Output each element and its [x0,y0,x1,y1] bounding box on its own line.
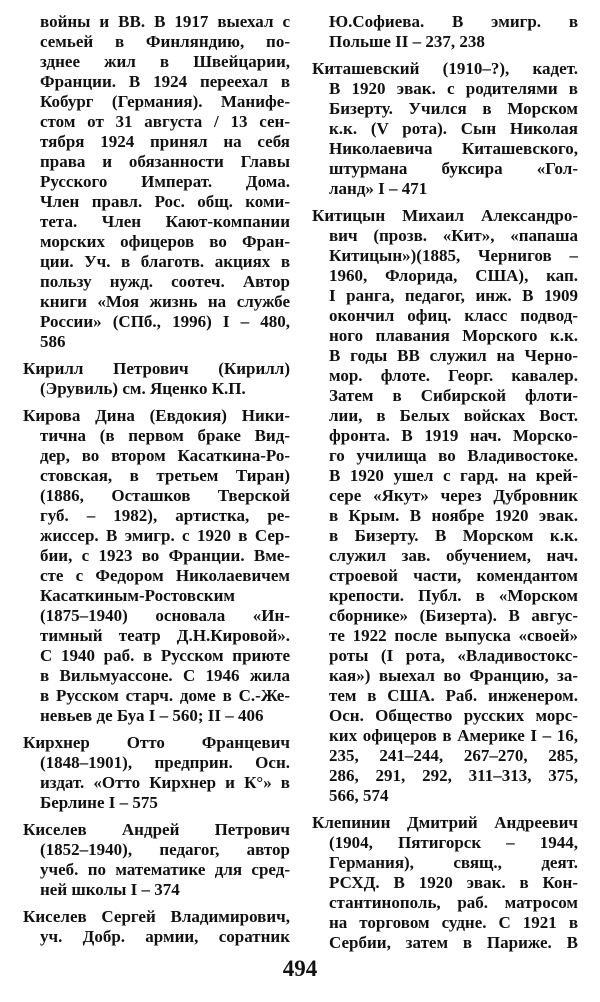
entry-line: невьев де Буа I – 560; II – 406 [40,706,264,725]
entry-line: Сербии, затем в Париже. В [329,933,578,952]
entry-line: стовская, в третьем Тиран) [40,466,290,485]
entry-line: (1886, Осташков Тверской [40,486,290,505]
entry-line: I ранга, педагог, инж. В 1909 [329,286,578,305]
entry-line: войны и ВВ. В 1917 выехал с [40,12,290,31]
entry-line: Франции. В 1924 переехал в [40,72,290,91]
entry-line: штурмана буксира «Гол- [329,159,578,178]
entry-line: тимный театр Д.Н.Кировой». [40,626,290,645]
entry-line: Клепинин Дмитрий Андреевич [312,813,578,832]
entry-line: Ю.Софиева. В эмигр. в [329,12,578,31]
entry-line: РСХД. В 1920 эвак. в Кон- [329,873,578,892]
entry-line: дер, во втором Касаткина-Ро- [40,446,290,465]
entry-line: Русского Императ. Дома. [40,172,290,191]
entry-line: 566, 574 [329,786,389,805]
index-entry [312,59,578,199]
entry-line: стантинополь, раб. матросом [329,893,578,912]
index-entry [23,359,290,399]
index-entry [312,813,578,953]
entry-line: сборнике» (Бизерта). В авгус- [329,606,578,625]
page-number: 494 [282,956,318,981]
entry-line: роты (I рота, «Владивостокс- [329,646,578,665]
entry-line: ких офицеров в Америке I – 16, [329,726,578,745]
entry-line: Бизерту. Учился в Морском [329,99,578,118]
entry-line: ного плавания Морского к.к. [329,326,578,345]
entry-line: крепости. Публ. в «Морском [329,586,578,605]
entry-line: Киселев Сергей Владимирович, [23,907,290,926]
entry-line: Кобург (Германия). Манифе- [40,92,290,111]
entry-line: тична (в первом браке Вид- [40,426,290,445]
index-entry [23,907,290,947]
entry-line: (Эрувиль) см. Яценко К.П. [40,379,246,398]
entry-line: Член правл. Рос. общ. коми- [40,192,290,211]
entry-line: Киселев Андрей Петрович [23,820,290,839]
entry-line: сере «Якут» через Дубровник [329,486,578,505]
index-entry-continuation [312,12,578,52]
entry-line: ланд» I – 471 [329,179,428,198]
entry-line: В 1920 эвак. с родителями в [329,79,578,98]
entry-line: Китицын»)(1885, Чернигов – [329,246,578,265]
entry-line: 286, 291, 292, 311–313, 375, [329,766,578,785]
entry-line: 586 [40,332,66,351]
entry-line: окончил офиц. класс подвод- [329,306,578,325]
index-entry [23,820,290,900]
entry-line: стом от 31 августа / 13 сен- [40,112,290,131]
entry-line: (1848–1901), предприн. Осн. [40,753,290,772]
entry-line: в Крым. В ноябре 1920 эвак. [329,506,578,525]
entry-line: Китицын Михаил Александро- [312,206,578,225]
entry-line: Польше II – 237, 238 [329,32,485,51]
entry-line: к.к. (V рота). Сын Николая [329,119,578,138]
entry-line: 235, 241–244, 267–270, 285, [329,746,578,765]
entry-line: Киташевский (1910–?), кадет. [312,59,578,78]
entry-line: морских офицеров во Фран- [40,232,290,251]
entry-line: Берлине I – 575 [40,793,158,812]
entry-line: тета. Член Кают-компании [40,212,290,231]
entry-line: (1852–1940), педагог, автор [40,840,290,859]
entry-line: сте с Федором Николаевичем [40,566,290,585]
entry-line: тября 1924 принял на себя [40,132,290,151]
index-entry-continuation [23,12,290,352]
entry-line: Кирхнер Отто Францевич [23,733,290,752]
entry-line: Затем в Сибирской флоти- [329,386,578,405]
entry-line: Германия), свящ., деят. [329,853,578,872]
entry-line: 1960, Флорида, США), кап. [329,266,578,285]
right-column [312,12,578,960]
entry-line: В годы ВВ служил на Черно- [329,346,578,365]
entry-line: бии, с 1923 во Франции. Вме- [40,546,290,565]
entry-line: (1904, Пятигорск – 1944, [329,833,578,852]
entry-line: зднее жил в Швейцарии, [40,52,290,71]
entry-line: Николаевича Киташевского, [329,139,578,158]
entry-line: ции. Уч. в благотв. акциях в [40,252,290,271]
entry-line: служил зав. обучением, нач. [329,546,578,565]
entry-line: издат. «Отто Кирхнер и К°» в [40,773,290,792]
entry-line: кая») выехал во Францию, за- [329,666,578,685]
index-entry [312,206,578,806]
entry-line: вич (прозв. «Кит», «папаша [329,226,578,245]
entry-line: учеб. по математике для сред- [40,860,290,879]
entry-line: на торговом судне. С 1921 в [329,913,578,932]
entry-line: Кирова Дина (Евдокия) Ники- [23,406,290,425]
entry-line: лии, в Белых войсках Вост. [329,406,578,425]
entry-line: в Бизерту. В Морском к.к. [329,526,578,545]
entry-line: права и обязанности Главы [40,152,290,171]
entry-line: России» (СПб., 1996) I – 480, [40,312,290,331]
entry-line: Касаткиным-Ростовским [40,586,235,605]
entry-line: строевой части, комендантом [329,566,578,585]
entry-line: Осн. Общество русских морс- [329,706,578,725]
entry-line: книги «Моя жизнь на службе [40,292,290,311]
index-entry [23,733,290,813]
entry-line: в Вильмуассоне. С 1946 жила [40,666,290,685]
entry-line: губ. – 1982), артистка, ре- [40,506,290,525]
entry-line: в Русском старч. доме в С.-Же- [40,686,290,705]
entry-line: семьей в Финляндию, по- [40,32,290,51]
entry-line: го училища во Владивостоке. [329,446,578,465]
entry-line: фронта. В 1919 нач. Морско- [329,426,578,445]
entry-line: те 1922 после выпуска «своей» [329,626,578,645]
entry-line: С 1940 раб. в Русском приюте [40,646,290,665]
entry-line: мор. флоте. Георг. кавалер. [329,366,578,385]
entry-line: пользу нужд. соотеч. Автор [40,272,290,291]
left-column [23,12,290,954]
entry-line: уч. Добр. армии, соратник [40,927,290,946]
entry-line: (1875–1940) основала «Ин- [40,606,290,625]
index-entry [23,406,290,726]
entry-line: жиссер. В эмигр. с 1920 в Сер- [40,526,290,545]
entry-line: Кирилл Петрович (Кирилл) [23,359,290,378]
entry-line: ней школы I – 374 [40,880,180,899]
entry-line: тем в США. Раб. инженером. [329,686,578,705]
entry-line: В 1920 ушел с гард. на крей- [329,466,578,485]
